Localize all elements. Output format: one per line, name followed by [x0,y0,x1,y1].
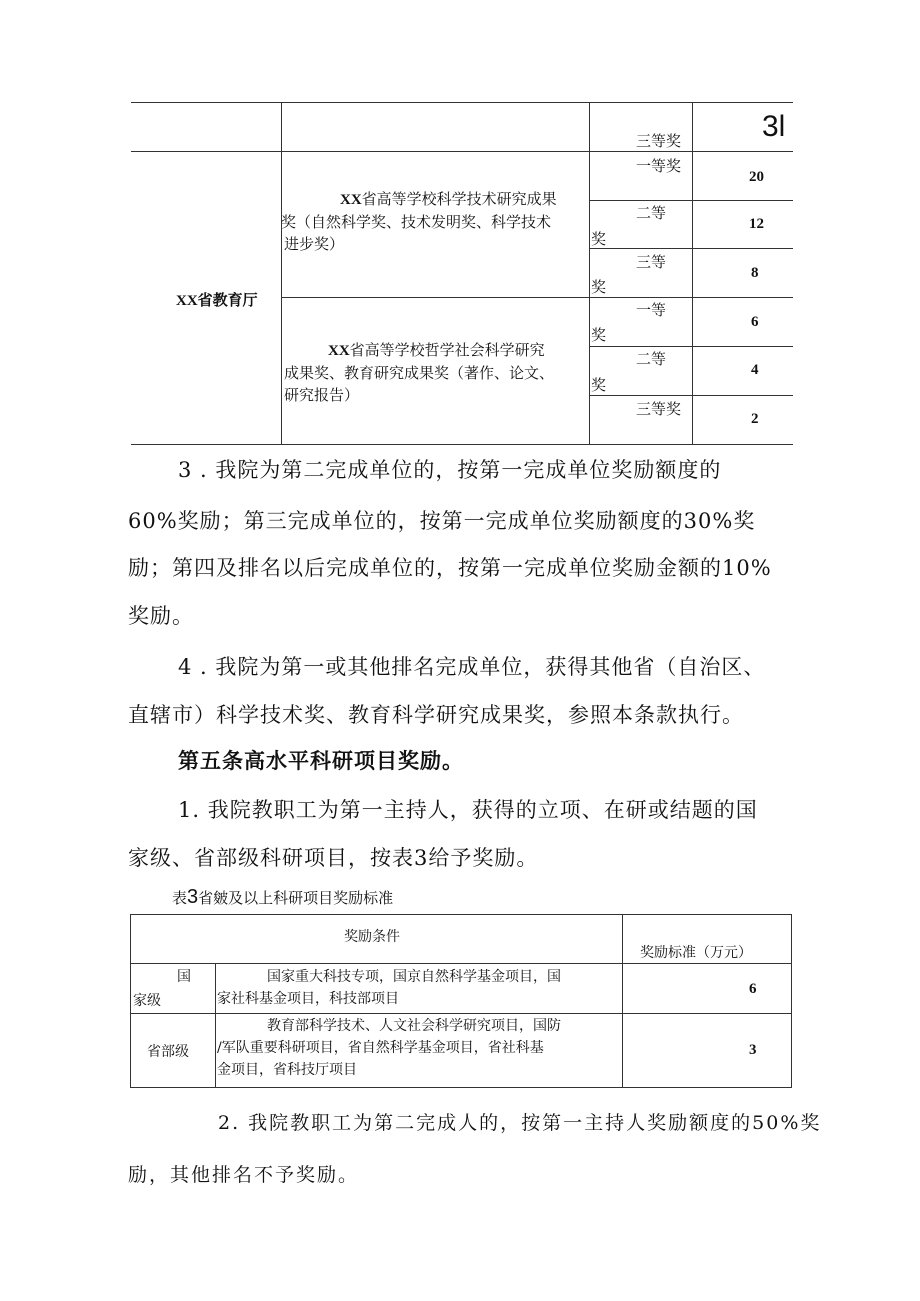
level-label: 国 [177,969,191,985]
grade-label: 二等 [636,204,667,222]
grade-label-suffix: 奖 [591,326,607,344]
reward-value: 20 [749,169,764,185]
award-name: XX省高等学校哲学社会科学研究 成果奖、教育研究成果奖（著作、论文、 研究报告） [284,341,555,404]
paragraph-line: 4 . 我院为第一或其他排名完成单位，获得其他省（自治区、 [178,655,766,679]
header-standard: 奖励标准（万元） [640,945,752,961]
reward-value: 3l [762,110,786,143]
grade-label: 二等 [636,350,667,368]
reward-value: 2 [751,411,759,427]
header-condition: 奖励条件 [344,929,400,945]
grade-label: 三等奖 [636,400,682,418]
grade-label: 一等 [636,301,667,319]
standard-value: 6 [749,981,757,997]
grade-label-suffix: 奖 [591,278,607,296]
grade-label-suffix: 奖 [591,376,607,394]
level-label: 家级 [133,993,161,1009]
paragraph-line: 1. 我院教职工为第一主持人，获得的立项、在研或结题的国 [178,798,758,822]
paragraph-line: 家级、省部级科研项目，按表3给予奖励。 [128,846,539,870]
standard-value: 3 [749,1042,757,1058]
level-label: 省部级 [147,1044,189,1060]
paragraph-line: 励，其他排名不予奖励。 [128,1164,360,1186]
condition-desc: 教育部科学技术、人文社会科学研究项目，国防 /军队重要科研项目，省自然科学基金项目，省社科基 金项目，省科技厅项目 [217,1018,561,1078]
paragraph-line: 直辖市）科学技术奖、教育科学研究成果奖，参照本条款执行。 [128,703,744,727]
award-name: XX省高等学校科学技术研究成果 奖（自然科学奖、技术发明奖、科学技术 进步奖） [281,190,557,253]
paragraph-line: 2. 我院教职工为第二完成人的，按第一主持人奖励额度的50%奖 [218,1112,822,1134]
reward-value: 4 [751,362,759,378]
paragraph-line: 60%奖励；第三完成单位的，按第一完成单位奖励额度的30%奖 [128,509,756,533]
reward-value: 8 [751,265,759,281]
reward-value: 6 [751,314,759,330]
reward-value: 12 [749,216,764,232]
condition-desc: 国家重大科技专项，国京自然科学基金项目，国 家社科基金项目，科技部项目 [217,969,561,1007]
article-heading: 第五条高水平科研项目奖励。 [178,748,464,773]
paragraph-line: 3 . 我院为第二完成单位的，按第一完成单位奖励额度的 [178,458,722,482]
table-caption: 表3省皴及以上科研项目奖励标准 [172,886,394,908]
grade-label-suffix: 奖 [591,230,607,248]
grade-label: 三等 [636,253,667,271]
grade-label: 三等奖 [636,132,682,150]
department-label: XX省教育厅 [176,293,258,309]
paragraph-line: 奖励。 [128,604,194,628]
grade-label: 一等奖 [636,157,682,175]
paragraph-line: 励；第四及排名以后完成单位的，按第一完成单位奖励金额的10% [128,556,772,580]
